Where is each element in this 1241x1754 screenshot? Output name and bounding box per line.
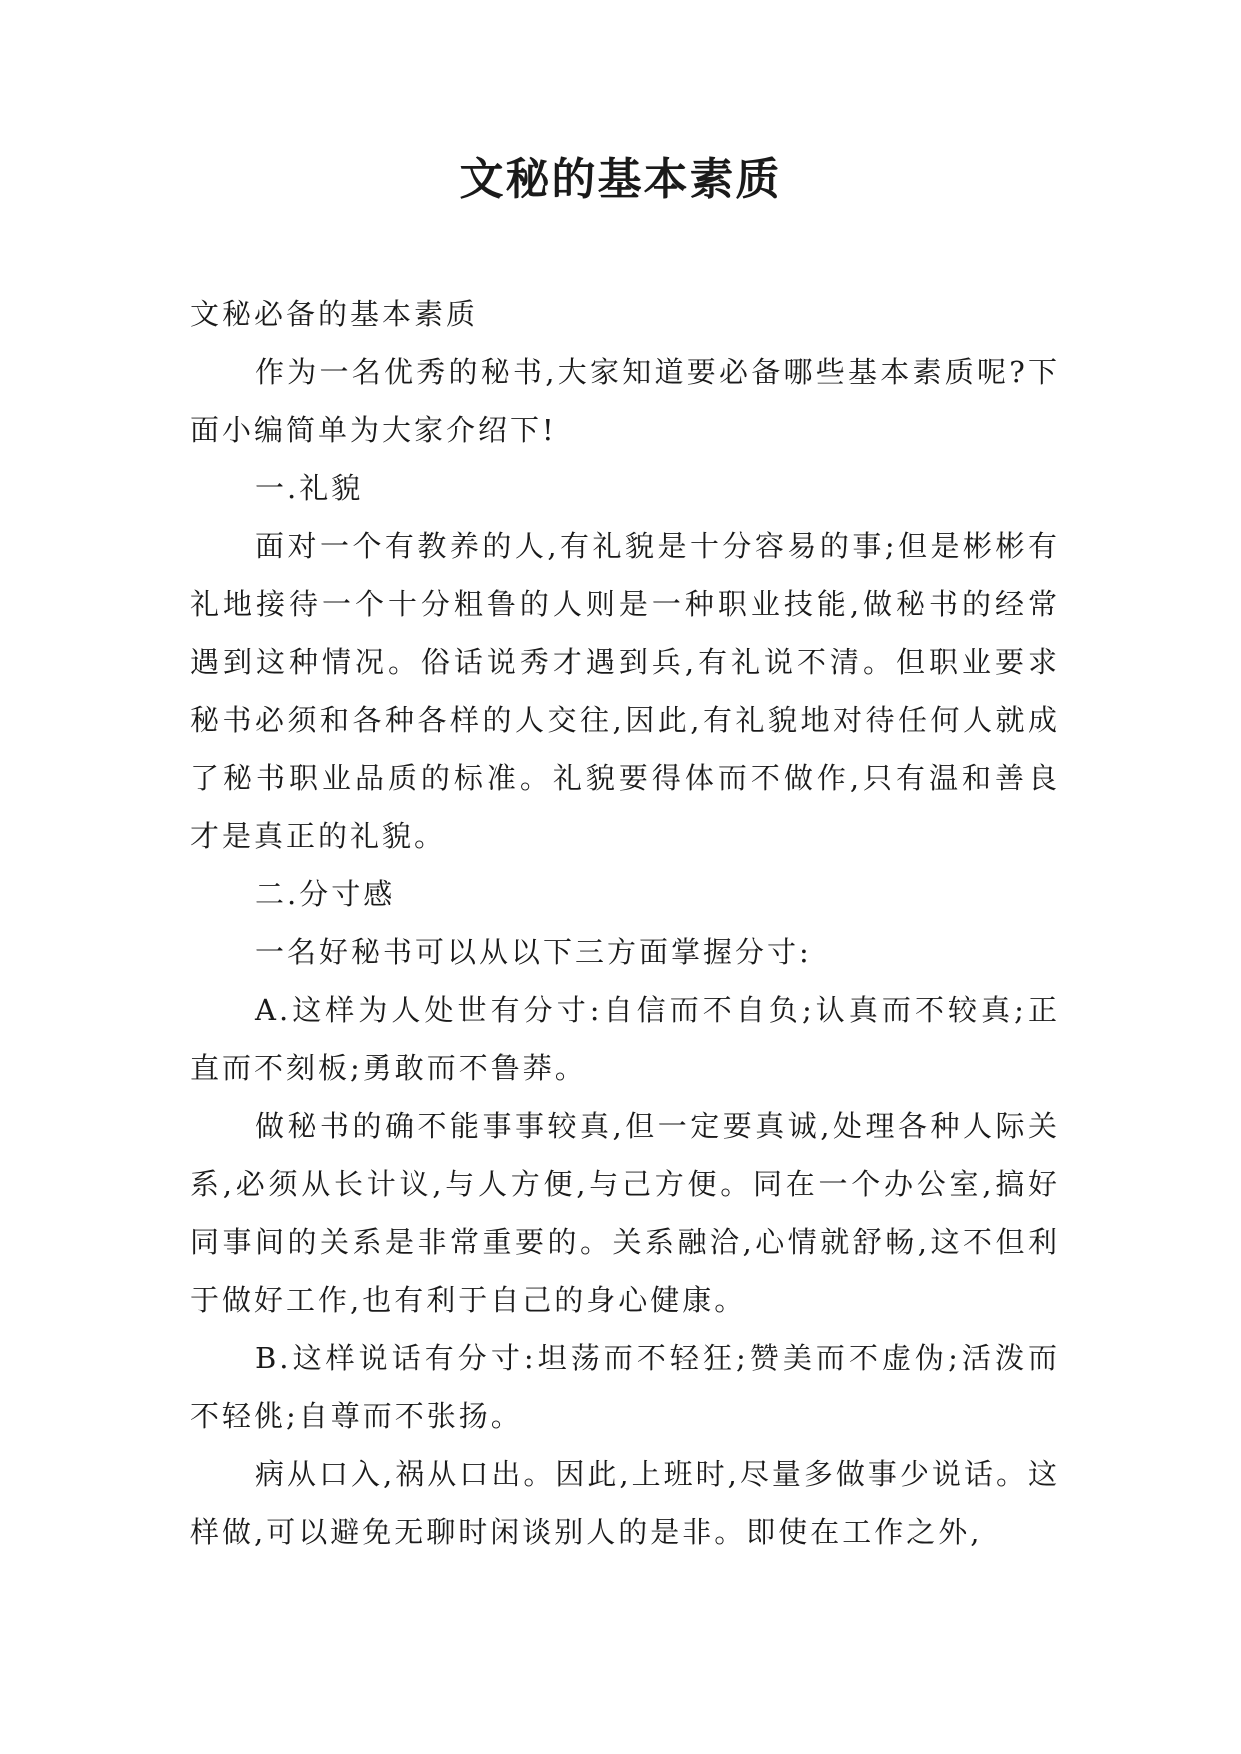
paragraph-point-a-detail: 做秘书的确不能事事较真,但一定要真诚,处理各种人际关系,必须从长计议,与人方便,与己方便。同在一个办公室,搞好同事间的关系是非常重要的。关系融洽,心情就舒畅,这不但利于做好工作,也有利于自己的身心健康。 <box>190 1109 1060 1317</box>
section-heading-propriety: 二.分寸感 <box>255 877 396 911</box>
paragraph-courtesy: 面对一个有教养的人,有礼貌是十分容易的事;但是彬彬有礼地接待一个十分粗鲁的人则是一种职业技能,做秘书的经常遇到这种情况。俗话说秀才遇到兵,有礼说不清。但职业要求秘书必须和各种各样的人交往,因此,有礼貌地对待任何人就成了秘书职业品质的标准。礼貌要得体而不做作,只有温和善良才是真正的礼貌。 <box>190 529 1060 853</box>
section-heading-courtesy: 一.礼貌 <box>255 471 364 505</box>
paragraph-propriety-intro: 一名好秘书可以从以下三方面掌握分寸: <box>255 935 812 969</box>
document-body <box>190 285 1060 1561</box>
paragraph-subtitle: 文秘必备的基本素质 <box>190 297 479 331</box>
paragraph-point-b-detail: 病从口入,祸从口出。因此,上班时,尽量多做事少说话。这样做,可以避免无聊时闲谈别人的是非。即使在工作之外, <box>190 1457 1060 1549</box>
paragraph-point-b: B.这样说话有分寸:坦荡而不轻狂;赞美而不虚伪;活泼而不轻佻;自尊而不张扬。 <box>190 1341 1060 1433</box>
paragraph-intro: 作为一名优秀的秘书,大家知道要必备哪些基本素质呢?下面小编简单为大家介绍下! <box>190 355 1060 447</box>
document-title: 文秘的基本素质 <box>459 154 782 205</box>
paragraph-point-a: A.这样为人处世有分寸:自信而不自负;认真而不较真;正直而不刻板;勇敢而不鲁莽。 <box>190 993 1060 1085</box>
